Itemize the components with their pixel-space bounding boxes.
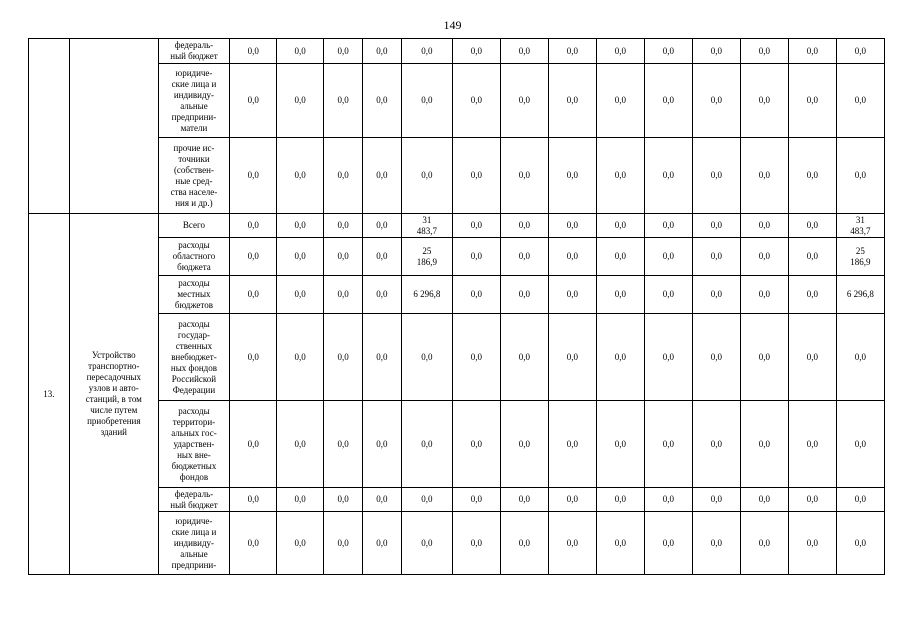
value-cell: 0,0 [548, 39, 596, 64]
value-cell: 0,0 [836, 488, 884, 512]
value-cell: 25 186,9 [836, 238, 884, 276]
value-cell: 0,0 [324, 238, 363, 276]
item-number-cell: 13. [29, 214, 70, 575]
value-cell: 0,0 [401, 512, 452, 575]
value-cell: 0,0 [836, 39, 884, 64]
value-cell: 0,0 [362, 238, 401, 276]
value-cell: 0,0 [644, 488, 692, 512]
value-cell: 0,0 [277, 138, 324, 214]
value-cell: 0,0 [644, 314, 692, 401]
value-cell: 0,0 [277, 238, 324, 276]
value-cell: 0,0 [692, 214, 740, 238]
value-cell: 0,0 [401, 314, 452, 401]
value-cell: 0,0 [788, 276, 836, 314]
value-cell: 0,0 [740, 238, 788, 276]
value-cell: 0,0 [401, 39, 452, 64]
value-cell: 0,0 [230, 214, 277, 238]
value-cell: 0,0 [500, 138, 548, 214]
value-cell: 0,0 [500, 64, 548, 138]
value-cell: 0,0 [362, 401, 401, 488]
value-cell: 0,0 [500, 488, 548, 512]
value-cell: 0,0 [362, 64, 401, 138]
value-cell: 0,0 [362, 214, 401, 238]
value-cell: 0,0 [548, 138, 596, 214]
value-cell: 0,0 [836, 138, 884, 214]
page-number: 149 [443, 18, 462, 32]
value-cell: 0,0 [644, 276, 692, 314]
value-cell: 0,0 [230, 276, 277, 314]
value-cell: 0,0 [452, 512, 500, 575]
value-cell: 0,0 [596, 512, 644, 575]
value-cell: 0,0 [644, 214, 692, 238]
value-cell: 6 296,8 [836, 276, 884, 314]
value-cell: 0,0 [644, 64, 692, 138]
value-cell: 31 483,7 [836, 214, 884, 238]
value-cell: 0,0 [277, 401, 324, 488]
value-cell: 0,0 [230, 314, 277, 401]
value-cell: 0,0 [230, 238, 277, 276]
value-cell: 0,0 [500, 512, 548, 575]
value-cell: 0,0 [548, 401, 596, 488]
value-cell: 0,0 [788, 64, 836, 138]
value-cell: 0,0 [362, 138, 401, 214]
value-cell: 0,0 [324, 488, 363, 512]
value-cell: 0,0 [362, 512, 401, 575]
value-cell: 6 296,8 [401, 276, 452, 314]
value-cell: 0,0 [230, 401, 277, 488]
value-cell: 0,0 [596, 39, 644, 64]
value-cell: 0,0 [548, 64, 596, 138]
value-cell: 25 186,9 [401, 238, 452, 276]
value-cell: 0,0 [362, 314, 401, 401]
value-cell: 0,0 [692, 314, 740, 401]
value-cell: 0,0 [548, 214, 596, 238]
value-cell: 0,0 [277, 64, 324, 138]
value-cell: 31 483,7 [401, 214, 452, 238]
value-cell: 0,0 [740, 314, 788, 401]
value-cell: 0,0 [452, 64, 500, 138]
value-cell: 0,0 [324, 214, 363, 238]
item-number-cell [29, 39, 70, 214]
value-cell: 0,0 [401, 401, 452, 488]
value-cell: 0,0 [452, 276, 500, 314]
value-cell: 0,0 [362, 276, 401, 314]
value-cell: 0,0 [596, 238, 644, 276]
value-cell: 0,0 [596, 214, 644, 238]
funding-source-cell: федераль- ный бюджет [158, 488, 230, 512]
value-cell: 0,0 [596, 276, 644, 314]
value-cell: 0,0 [836, 64, 884, 138]
value-cell: 0,0 [500, 276, 548, 314]
value-cell: 0,0 [500, 401, 548, 488]
value-cell: 0,0 [692, 276, 740, 314]
value-cell: 0,0 [277, 314, 324, 401]
value-cell: 0,0 [324, 138, 363, 214]
value-cell: 0,0 [788, 314, 836, 401]
value-cell: 0,0 [740, 512, 788, 575]
value-cell: 0,0 [788, 512, 836, 575]
value-cell: 0,0 [500, 314, 548, 401]
budget-table [28, 38, 885, 575]
value-cell: 0,0 [788, 214, 836, 238]
value-cell: 0,0 [362, 488, 401, 512]
value-cell: 0,0 [401, 138, 452, 214]
value-cell: 0,0 [277, 39, 324, 64]
value-cell: 0,0 [644, 238, 692, 276]
value-cell: 0,0 [788, 138, 836, 214]
funding-source-cell: юридиче- ские лица и индивиду- альные предприни- [158, 512, 230, 575]
value-cell: 0,0 [692, 39, 740, 64]
value-cell: 0,0 [500, 214, 548, 238]
value-cell: 0,0 [324, 314, 363, 401]
value-cell: 0,0 [788, 488, 836, 512]
value-cell: 0,0 [452, 488, 500, 512]
value-cell: 0,0 [452, 314, 500, 401]
value-cell: 0,0 [230, 512, 277, 575]
value-cell: 0,0 [548, 488, 596, 512]
value-cell: 0,0 [740, 39, 788, 64]
item-name-cell [69, 39, 158, 214]
value-cell: 0,0 [692, 488, 740, 512]
value-cell: 0,0 [401, 488, 452, 512]
value-cell: 0,0 [452, 39, 500, 64]
value-cell: 0,0 [740, 64, 788, 138]
funding-source-cell: расходы государ- ственных внебюджет- ных фондов Российской Федерации [158, 314, 230, 401]
value-cell: 0,0 [692, 401, 740, 488]
value-cell: 0,0 [596, 138, 644, 214]
value-cell: 0,0 [692, 138, 740, 214]
value-cell: 0,0 [230, 39, 277, 64]
value-cell: 0,0 [596, 64, 644, 138]
value-cell: 0,0 [740, 214, 788, 238]
value-cell: 0,0 [277, 276, 324, 314]
funding-source-cell: Всего [158, 214, 230, 238]
value-cell: 0,0 [500, 39, 548, 64]
value-cell: 0,0 [692, 512, 740, 575]
value-cell: 0,0 [548, 512, 596, 575]
value-cell: 0,0 [324, 401, 363, 488]
value-cell: 0,0 [644, 138, 692, 214]
value-cell: 0,0 [401, 64, 452, 138]
value-cell: 0,0 [277, 214, 324, 238]
value-cell: 0,0 [740, 276, 788, 314]
value-cell: 0,0 [692, 238, 740, 276]
value-cell: 0,0 [740, 401, 788, 488]
table-row [29, 39, 885, 64]
funding-source-cell: расходы областного бюджета [158, 238, 230, 276]
funding-source-cell: расходы территори- альных гос- ударствен- ных вне- бюджетных фондов [158, 401, 230, 488]
value-cell: 0,0 [230, 488, 277, 512]
value-cell: 0,0 [324, 512, 363, 575]
funding-source-cell: федераль- ный бюджет [158, 39, 230, 64]
value-cell: 0,0 [644, 39, 692, 64]
funding-source-cell: расходы местных бюджетов [158, 276, 230, 314]
funding-source-cell: юридиче- ские лица и индивиду- альные предприни- матели [158, 64, 230, 138]
value-cell: 0,0 [324, 64, 363, 138]
value-cell: 0,0 [740, 488, 788, 512]
value-cell: 0,0 [362, 39, 401, 64]
value-cell: 0,0 [692, 64, 740, 138]
value-cell: 0,0 [452, 138, 500, 214]
value-cell: 0,0 [836, 401, 884, 488]
value-cell: 0,0 [230, 64, 277, 138]
value-cell: 0,0 [277, 512, 324, 575]
value-cell: 0,0 [452, 214, 500, 238]
value-cell: 0,0 [644, 512, 692, 575]
value-cell: 0,0 [596, 401, 644, 488]
value-cell: 0,0 [230, 138, 277, 214]
value-cell: 0,0 [788, 39, 836, 64]
value-cell: 0,0 [324, 276, 363, 314]
value-cell: 0,0 [644, 401, 692, 488]
value-cell: 0,0 [548, 238, 596, 276]
table-row [29, 214, 885, 238]
value-cell: 0,0 [452, 238, 500, 276]
value-cell: 0,0 [548, 276, 596, 314]
value-cell: 0,0 [788, 238, 836, 276]
value-cell: 0,0 [596, 488, 644, 512]
value-cell: 0,0 [452, 401, 500, 488]
value-cell: 0,0 [500, 238, 548, 276]
value-cell: 0,0 [788, 401, 836, 488]
value-cell: 0,0 [548, 314, 596, 401]
value-cell: 0,0 [596, 314, 644, 401]
value-cell: 0,0 [740, 138, 788, 214]
value-cell: 0,0 [836, 512, 884, 575]
value-cell: 0,0 [836, 314, 884, 401]
funding-source-cell: прочие ис- точники (собствен- ные сред- ства населе- ния и др.) [158, 138, 230, 214]
item-name-cell: Устройство транспортно- пересадочных узлов и авто- станций, в том числе путем приобретения зданий [69, 214, 158, 575]
value-cell: 0,0 [324, 39, 363, 64]
value-cell: 0,0 [277, 488, 324, 512]
